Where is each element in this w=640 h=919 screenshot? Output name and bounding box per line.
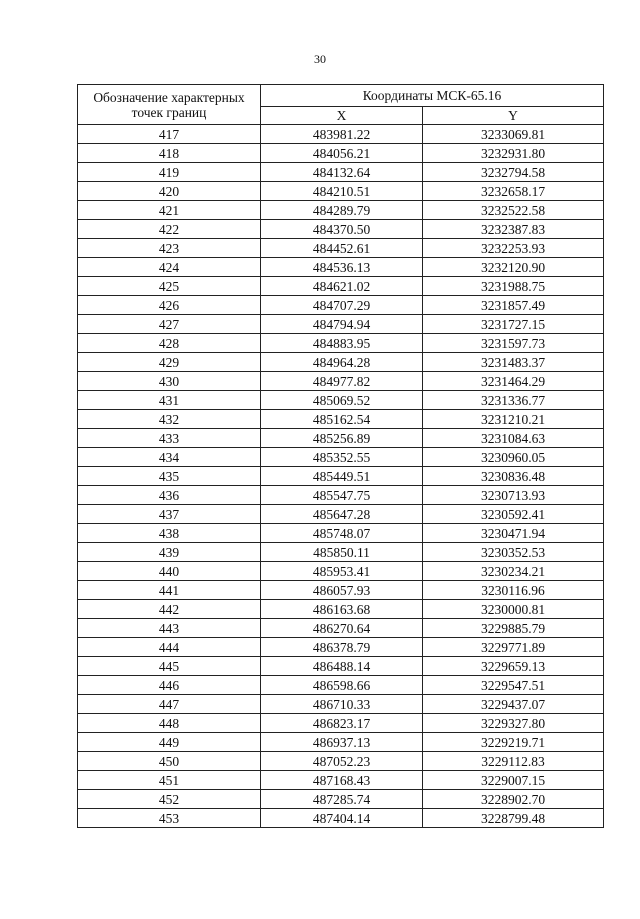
- point-cell: 434: [78, 448, 261, 467]
- table-row: [78, 790, 604, 809]
- x-cell: 484056.21: [261, 144, 423, 163]
- point-cell: 418: [78, 144, 261, 163]
- table-row: [78, 125, 604, 144]
- x-column-header: X: [261, 107, 423, 125]
- x-cell: 487168.43: [261, 771, 423, 790]
- y-cell: 3233069.81: [423, 125, 604, 144]
- x-cell: 483981.22: [261, 125, 423, 144]
- point-cell: 447: [78, 695, 261, 714]
- y-cell: 3228799.48: [423, 809, 604, 828]
- table-row: [78, 752, 604, 771]
- x-cell: 484883.95: [261, 334, 423, 353]
- x-cell: 487052.23: [261, 752, 423, 771]
- x-cell: 484621.02: [261, 277, 423, 296]
- x-cell: 485162.54: [261, 410, 423, 429]
- point-cell: 423: [78, 239, 261, 258]
- table-row: [78, 201, 604, 220]
- page-number: 30: [314, 52, 326, 66]
- point-cell: 422: [78, 220, 261, 239]
- y-cell: 3232658.17: [423, 182, 604, 201]
- table-row: [78, 239, 604, 258]
- point-cell: 436: [78, 486, 261, 505]
- y-cell: 3230836.48: [423, 467, 604, 486]
- y-cell: 3231857.49: [423, 296, 604, 315]
- x-cell: 486598.66: [261, 676, 423, 695]
- point-cell: 430: [78, 372, 261, 391]
- table-row: [78, 277, 604, 296]
- x-cell: 487404.14: [261, 809, 423, 828]
- coordinates-group-header: Координаты МСК-65.16: [261, 85, 604, 107]
- y-cell: 3232522.58: [423, 201, 604, 220]
- points-column-header: Обозначение характерных точек границ: [78, 85, 261, 125]
- table-row: [78, 334, 604, 353]
- point-cell: 445: [78, 657, 261, 676]
- y-cell: 3230352.53: [423, 543, 604, 562]
- point-cell: 421: [78, 201, 261, 220]
- y-cell: 3228902.70: [423, 790, 604, 809]
- table-row: [78, 638, 604, 657]
- point-cell: 429: [78, 353, 261, 372]
- y-cell: 3231727.15: [423, 315, 604, 334]
- table-row: [78, 657, 604, 676]
- table-row: [78, 182, 604, 201]
- x-cell: 485547.75: [261, 486, 423, 505]
- x-cell: 485449.51: [261, 467, 423, 486]
- point-cell: 417: [78, 125, 261, 144]
- point-cell: 424: [78, 258, 261, 277]
- x-cell: 485748.07: [261, 524, 423, 543]
- point-cell: 419: [78, 163, 261, 182]
- x-cell: 484370.50: [261, 220, 423, 239]
- table-row: [78, 315, 604, 334]
- y-cell: 3230471.94: [423, 524, 604, 543]
- y-cell: 3231483.37: [423, 353, 604, 372]
- table-row: [78, 543, 604, 562]
- point-cell: 433: [78, 429, 261, 448]
- y-cell: 3231988.75: [423, 277, 604, 296]
- point-cell: 437: [78, 505, 261, 524]
- y-cell: 3230592.41: [423, 505, 604, 524]
- point-cell: 453: [78, 809, 261, 828]
- y-cell: 3231336.77: [423, 391, 604, 410]
- x-cell: 485850.11: [261, 543, 423, 562]
- x-cell: 484794.94: [261, 315, 423, 334]
- y-cell: 3229007.15: [423, 771, 604, 790]
- table-row: [78, 258, 604, 277]
- x-cell: 484536.13: [261, 258, 423, 277]
- table-row: [78, 714, 604, 733]
- y-cell: 3232253.93: [423, 239, 604, 258]
- table-row: [78, 619, 604, 638]
- x-cell: 485069.52: [261, 391, 423, 410]
- table-row: [78, 676, 604, 695]
- table-row: [78, 448, 604, 467]
- point-cell: 432: [78, 410, 261, 429]
- y-cell: 3232931.80: [423, 144, 604, 163]
- table-body: [78, 125, 604, 828]
- x-cell: 486163.68: [261, 600, 423, 619]
- y-cell: 3231597.73: [423, 334, 604, 353]
- x-cell: 486270.64: [261, 619, 423, 638]
- y-cell: 3229112.83: [423, 752, 604, 771]
- point-cell: 442: [78, 600, 261, 619]
- y-cell: 3231464.29: [423, 372, 604, 391]
- x-cell: 487285.74: [261, 790, 423, 809]
- y-column-header: Y: [423, 107, 604, 125]
- table-row: [78, 353, 604, 372]
- y-cell: 3230116.96: [423, 581, 604, 600]
- table-row: [78, 220, 604, 239]
- x-cell: 486823.17: [261, 714, 423, 733]
- y-cell: 3229771.89: [423, 638, 604, 657]
- x-cell: 486378.79: [261, 638, 423, 657]
- table-row: [78, 296, 604, 315]
- point-cell: 440: [78, 562, 261, 581]
- point-cell: 435: [78, 467, 261, 486]
- x-cell: 485647.28: [261, 505, 423, 524]
- x-cell: 484964.28: [261, 353, 423, 372]
- point-cell: 448: [78, 714, 261, 733]
- point-cell: 425: [78, 277, 261, 296]
- table-row: [78, 733, 604, 752]
- x-cell: 486488.14: [261, 657, 423, 676]
- y-cell: 3229219.71: [423, 733, 604, 752]
- x-cell: 486710.33: [261, 695, 423, 714]
- point-cell: 420: [78, 182, 261, 201]
- table-row: [78, 505, 604, 524]
- point-cell: 441: [78, 581, 261, 600]
- table-row: [78, 600, 604, 619]
- x-cell: 486057.93: [261, 581, 423, 600]
- x-cell: 484707.29: [261, 296, 423, 315]
- point-cell: 427: [78, 315, 261, 334]
- table-row: [78, 809, 604, 828]
- table-row: [78, 372, 604, 391]
- x-cell: 484210.51: [261, 182, 423, 201]
- point-cell: 449: [78, 733, 261, 752]
- y-cell: 3232120.90: [423, 258, 604, 277]
- x-cell: 484977.82: [261, 372, 423, 391]
- y-cell: 3231210.21: [423, 410, 604, 429]
- point-cell: 444: [78, 638, 261, 657]
- point-cell: 439: [78, 543, 261, 562]
- point-cell: 431: [78, 391, 261, 410]
- x-cell: 485953.41: [261, 562, 423, 581]
- y-cell: 3229437.07: [423, 695, 604, 714]
- table-row: [78, 144, 604, 163]
- y-cell: 3230713.93: [423, 486, 604, 505]
- y-cell: 3232794.58: [423, 163, 604, 182]
- table-row: [78, 524, 604, 543]
- y-cell: 3231084.63: [423, 429, 604, 448]
- point-cell: 438: [78, 524, 261, 543]
- point-cell: 446: [78, 676, 261, 695]
- point-cell: 450: [78, 752, 261, 771]
- x-cell: 484132.64: [261, 163, 423, 182]
- point-cell: 443: [78, 619, 261, 638]
- y-cell: 3229659.13: [423, 657, 604, 676]
- table-row: [78, 429, 604, 448]
- coordinates-table: [77, 84, 604, 828]
- x-cell: 485256.89: [261, 429, 423, 448]
- table-row: [78, 410, 604, 429]
- y-cell: 3229885.79: [423, 619, 604, 638]
- table-row: [78, 391, 604, 410]
- y-cell: 3230960.05: [423, 448, 604, 467]
- table-row: [78, 467, 604, 486]
- y-cell: 3230000.81: [423, 600, 604, 619]
- y-cell: 3232387.83: [423, 220, 604, 239]
- point-cell: 451: [78, 771, 261, 790]
- point-cell: 452: [78, 790, 261, 809]
- table-row: [78, 695, 604, 714]
- x-cell: 485352.55: [261, 448, 423, 467]
- x-cell: 484452.61: [261, 239, 423, 258]
- x-cell: 484289.79: [261, 201, 423, 220]
- table-row: [78, 562, 604, 581]
- y-cell: 3229547.51: [423, 676, 604, 695]
- y-cell: 3230234.21: [423, 562, 604, 581]
- table-row: [78, 771, 604, 790]
- table-row: [78, 581, 604, 600]
- table-row: [78, 486, 604, 505]
- x-cell: 486937.13: [261, 733, 423, 752]
- point-cell: 428: [78, 334, 261, 353]
- table-row: [78, 163, 604, 182]
- y-cell: 3229327.80: [423, 714, 604, 733]
- point-cell: 426: [78, 296, 261, 315]
